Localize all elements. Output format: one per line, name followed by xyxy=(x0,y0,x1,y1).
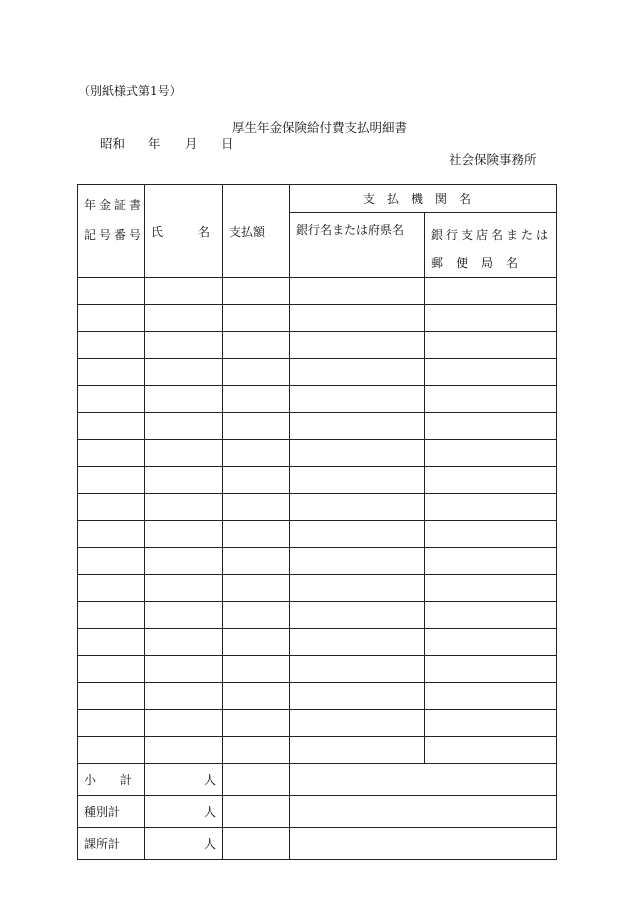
cell-name[interactable] xyxy=(145,602,223,629)
table-row xyxy=(78,494,557,521)
table-row xyxy=(78,359,557,386)
cell-name[interactable] xyxy=(145,386,223,413)
cell-name[interactable] xyxy=(145,359,223,386)
table-row xyxy=(78,575,557,602)
cell-amount[interactable] xyxy=(223,359,290,386)
cell-amount[interactable] xyxy=(223,575,290,602)
cell-branch[interactable] xyxy=(425,521,557,548)
cell-pension[interactable] xyxy=(78,332,145,359)
date-era: 昭和 xyxy=(100,136,126,151)
summary-blank xyxy=(290,828,557,860)
cell-pension[interactable] xyxy=(78,359,145,386)
summary-label: 小 計 xyxy=(78,764,145,796)
cell-pension[interactable] xyxy=(78,575,145,602)
table-row xyxy=(78,710,557,737)
cell-name[interactable] xyxy=(145,467,223,494)
cell-branch[interactable] xyxy=(425,467,557,494)
table-row xyxy=(78,386,557,413)
cell-amount[interactable] xyxy=(223,656,290,683)
header-branch-line2: 郵便局名 xyxy=(431,256,532,270)
cell-branch[interactable] xyxy=(425,656,557,683)
cell-bank[interactable] xyxy=(290,332,425,359)
cell-branch[interactable] xyxy=(425,494,557,521)
cell-name[interactable] xyxy=(145,332,223,359)
cell-bank[interactable] xyxy=(290,305,425,332)
cell-branch[interactable] xyxy=(425,548,557,575)
cell-amount[interactable] xyxy=(223,521,290,548)
cell-amount[interactable] xyxy=(223,710,290,737)
cell-branch[interactable] xyxy=(425,710,557,737)
cell-branch[interactable] xyxy=(425,278,557,305)
summary-blank xyxy=(290,764,557,796)
summary-label: 課所計 xyxy=(78,828,145,860)
table-row xyxy=(78,413,557,440)
cell-amount[interactable] xyxy=(223,278,290,305)
header-pension-line1: 年金証書 xyxy=(84,198,145,212)
summary-row xyxy=(78,796,557,828)
cell-bank[interactable] xyxy=(290,656,425,683)
cell-name[interactable] xyxy=(145,575,223,602)
header-pension-number xyxy=(78,185,145,278)
cell-pension[interactable] xyxy=(78,737,145,764)
cell-pension[interactable] xyxy=(78,656,145,683)
table-row xyxy=(78,467,557,494)
form-number-label: （別紙様式第1号） xyxy=(78,84,182,98)
cell-amount[interactable] xyxy=(223,440,290,467)
table-row xyxy=(78,332,557,359)
cell-branch[interactable] xyxy=(425,440,557,467)
cell-pension[interactable] xyxy=(78,467,145,494)
cell-bank[interactable] xyxy=(290,683,425,710)
table-row xyxy=(78,548,557,575)
cell-pension[interactable] xyxy=(78,521,145,548)
summary-row xyxy=(78,764,557,796)
cell-amount[interactable] xyxy=(223,305,290,332)
cell-name[interactable] xyxy=(145,278,223,305)
cell-bank[interactable] xyxy=(290,521,425,548)
cell-bank[interactable] xyxy=(290,413,425,440)
cell-name[interactable] xyxy=(145,710,223,737)
cell-pension[interactable] xyxy=(78,494,145,521)
cell-branch[interactable] xyxy=(425,386,557,413)
cell-amount[interactable] xyxy=(223,548,290,575)
cell-name[interactable] xyxy=(145,737,223,764)
cell-amount[interactable] xyxy=(223,629,290,656)
cell-name[interactable] xyxy=(145,494,223,521)
cell-amount[interactable] xyxy=(223,494,290,521)
cell-pension[interactable] xyxy=(78,278,145,305)
cell-pension[interactable] xyxy=(78,629,145,656)
cell-bank[interactable] xyxy=(290,575,425,602)
cell-amount[interactable] xyxy=(223,602,290,629)
cell-name[interactable] xyxy=(145,521,223,548)
header-name-right: 名 xyxy=(198,224,211,239)
cell-branch[interactable] xyxy=(425,629,557,656)
header-amount: 支払額 xyxy=(223,185,290,278)
summary-row xyxy=(78,828,557,860)
cell-pension[interactable] xyxy=(78,683,145,710)
table-row xyxy=(78,683,557,710)
cell-branch[interactable] xyxy=(425,413,557,440)
table-row xyxy=(78,278,557,305)
summary-amount[interactable] xyxy=(223,828,290,860)
header-name-left: 氏 xyxy=(151,224,164,239)
cell-branch[interactable] xyxy=(425,602,557,629)
header-bank: 銀行名または府県名 xyxy=(290,213,425,278)
cell-amount[interactable] xyxy=(223,413,290,440)
table-row xyxy=(78,602,557,629)
summary-blank xyxy=(290,796,557,828)
header-row-1 xyxy=(78,185,557,213)
table-row xyxy=(78,305,557,332)
cell-bank[interactable] xyxy=(290,494,425,521)
table-row xyxy=(78,521,557,548)
date-day: 日 xyxy=(221,136,234,151)
summary-unit: 人 xyxy=(145,796,223,828)
cell-name[interactable] xyxy=(145,305,223,332)
table-row xyxy=(78,737,557,764)
cell-pension[interactable] xyxy=(78,440,145,467)
header-branch xyxy=(425,213,557,278)
cell-bank[interactable] xyxy=(290,602,425,629)
cell-bank[interactable] xyxy=(290,440,425,467)
summary-amount[interactable] xyxy=(223,796,290,828)
cell-amount[interactable] xyxy=(223,683,290,710)
cell-bank[interactable] xyxy=(290,548,425,575)
date-line xyxy=(100,134,234,152)
header-name xyxy=(145,185,223,278)
header-institution: 支払機関名 xyxy=(290,185,557,213)
summary-unit: 人 xyxy=(145,764,223,796)
date-year: 年 xyxy=(148,136,161,151)
cell-bank[interactable] xyxy=(290,278,425,305)
table-row xyxy=(78,656,557,683)
summary-unit: 人 xyxy=(145,828,223,860)
date-month: 月 xyxy=(185,136,198,151)
cell-pension[interactable] xyxy=(78,413,145,440)
cell-pension[interactable] xyxy=(78,386,145,413)
cell-branch[interactable] xyxy=(425,332,557,359)
cell-name[interactable] xyxy=(145,683,223,710)
cell-amount[interactable] xyxy=(223,386,290,413)
cell-bank[interactable] xyxy=(290,710,425,737)
cell-name[interactable] xyxy=(145,548,223,575)
cell-bank[interactable] xyxy=(290,359,425,386)
document-title: 厚生年金保険給付費支払明細書 xyxy=(232,120,408,135)
cell-bank[interactable] xyxy=(290,737,425,764)
cell-bank[interactable] xyxy=(290,386,425,413)
cell-name[interactable] xyxy=(145,656,223,683)
office-name: 社会保険事務所 xyxy=(449,152,537,167)
cell-branch[interactable] xyxy=(425,305,557,332)
summary-label: 種別計 xyxy=(78,796,145,828)
table-row xyxy=(78,629,557,656)
cell-branch[interactable] xyxy=(425,575,557,602)
cell-name[interactable] xyxy=(145,440,223,467)
cell-pension[interactable] xyxy=(78,305,145,332)
cell-name[interactable] xyxy=(145,413,223,440)
summary-amount[interactable] xyxy=(223,764,290,796)
cell-name[interactable] xyxy=(145,629,223,656)
cell-bank[interactable] xyxy=(290,467,425,494)
cell-branch[interactable] xyxy=(425,737,557,764)
cell-pension[interactable] xyxy=(78,548,145,575)
header-branch-line1: 銀行支店名または xyxy=(431,228,552,242)
cell-amount[interactable] xyxy=(223,332,290,359)
cell-amount[interactable] xyxy=(223,737,290,764)
cell-pension[interactable] xyxy=(78,602,145,629)
cell-branch[interactable] xyxy=(425,359,557,386)
cell-amount[interactable] xyxy=(223,467,290,494)
cell-pension[interactable] xyxy=(78,710,145,737)
cell-bank[interactable] xyxy=(290,629,425,656)
table-row xyxy=(78,440,557,467)
cell-branch[interactable] xyxy=(425,683,557,710)
header-pension-line2: 記号番号 xyxy=(84,228,145,242)
payment-detail-table xyxy=(77,184,557,860)
